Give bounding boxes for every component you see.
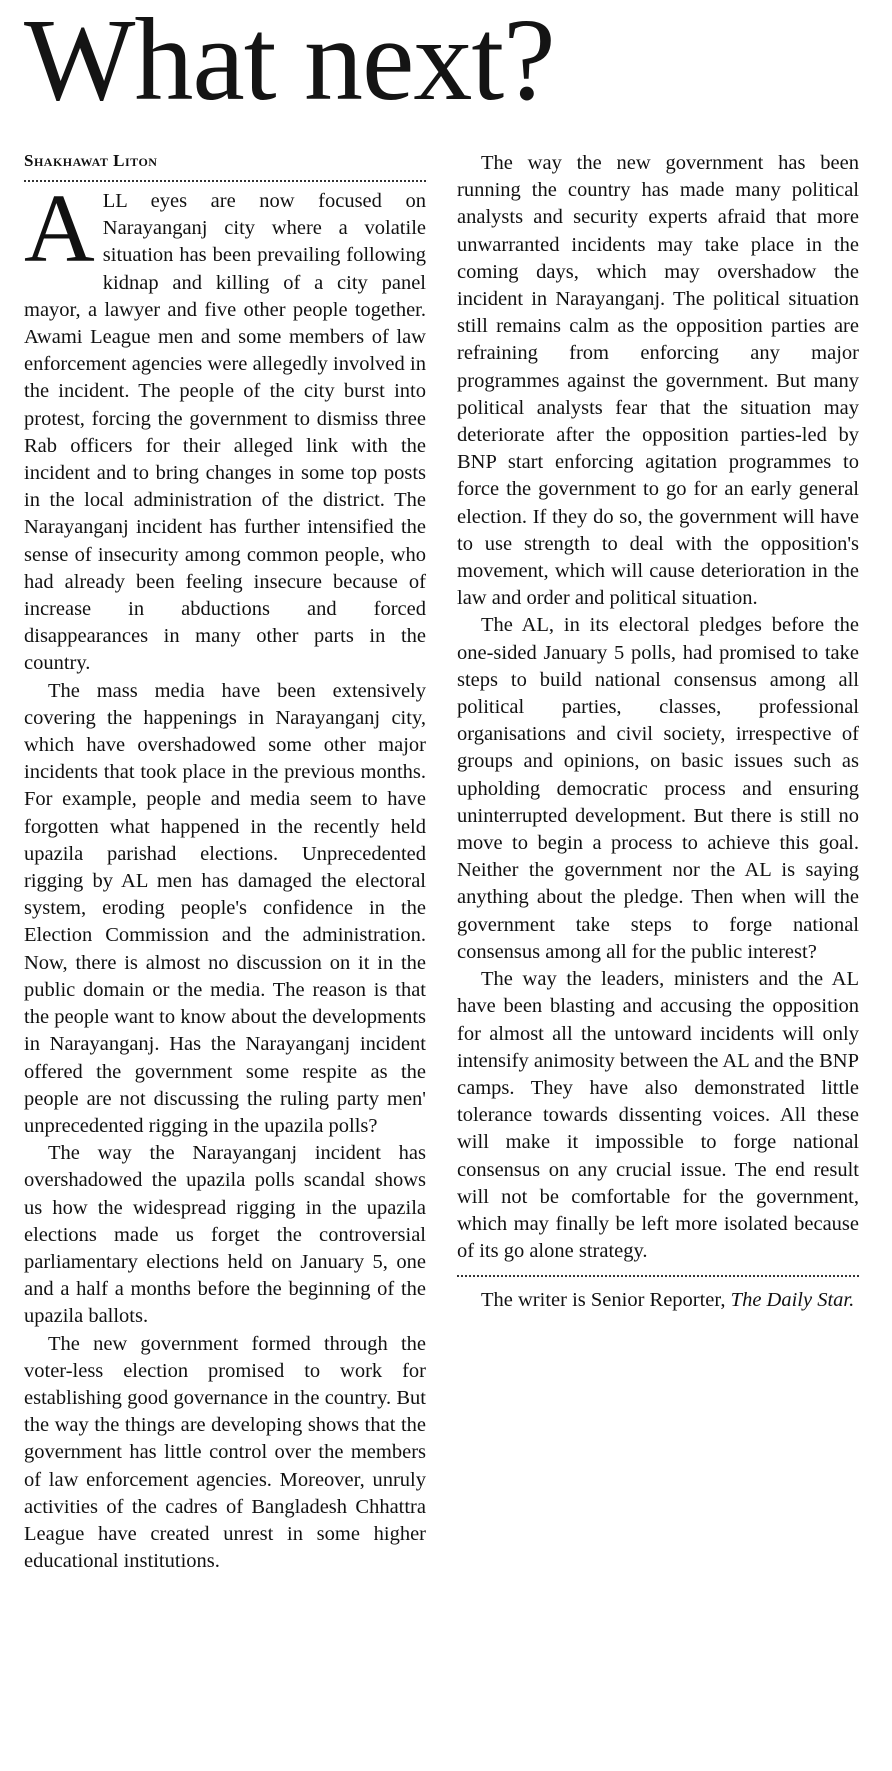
paragraph-3: The way the Narayanganj incident has overshadowed the upazila polls scandal shows us how the widespread rigging in the upazila elections made us forget the controversial parliamentary elections held on January 5, one and a half a months before the beginning of the upazila ballots.: [24, 1142, 426, 1328]
column-right: [457, 150, 859, 1315]
paragraph-6: The AL, in its electoral pledges before the one-sided January 5 polls, had promised to take steps to build national consensus among all political parties, classes, professional organisations and civil society, irrespective of groups and opinions, on basic issues such as upholding democratic process and ensuring uninterrupted development. But there is still no move to begin a process to achieve this goal. Neither the government nor the AL is saying anything about the pledge. Then when will the government take steps to forge national consensus among all for the public interest?: [457, 614, 859, 963]
paragraph-7: The way the leaders, ministers and the AL have been blasting and accusing the opposition for almost all the untoward incidents will only intensify animosity between the AL and the BNP camps. They have also demonstrated little tolerance towards dissenting voices. All these will make it impossible to forge national consensus on any crucial issue. The end result will not be comfortable for the government, which may finally be left more isolated because of its go alone strategy.: [457, 968, 859, 1263]
footer: [457, 1275, 859, 1314]
paragraph-1: ALL eyes are now focused on Narayanganj city where a volatile situation has been prevailing following kidnap and killing of a city panel mayor, a lawyer and five other people together. Awami League men and some members of law enforcement agencies were allegedly involved in the incident. The people of the city burst into protest, forcing the government to dismiss three Rab officers for their alleged link with the incident and to bring changes in some top posts in the local administration of the district. The Narayanganj incident has further intensified the sense of insecurity among common people, who had already been feeling insecure because of increase in abductions and forced disappearances in many other parts in the country.: [24, 175, 426, 675]
publication-name: The Daily Star.: [730, 1289, 855, 1312]
footer-divider: [457, 1275, 859, 1277]
headline: What next?: [24, 0, 555, 125]
paragraph-2: The mass media have been extensively covering the happenings in Narayanganj city, which have overshadowed some other major incidents that took place in the previous months. For example, people and media seem to have forgotten what happened in the recently held upazila parishad elections. Unprecedented rigging by AL men has damaged the electoral system, eroding people's confidence in the Election Commission and the administration. Now, there is almost no discussion on it in the public domain or the media. The reason is that the people want to know about the developments in Narayanganj. Has the Narayanganj incident offered the government some respite as the people are not discussing the ruling party men' unprecedented rigging in the upazila polls?: [24, 679, 426, 1137]
paragraph-4-part-1: The new government formed through the voter-less election promised to work for establishing good governance in the country. But the way the things are developing shows that the government has little control over the members of law enforcement agencies. Moreover, unruly activities of the cadres of Bangladesh Chhattra League have created unrest in some higher educational institutions.: [24, 1332, 426, 1573]
drop-cap: A: [24, 175, 95, 283]
column-left: [24, 150, 426, 1575]
paragraph-5: The way the new government has been running the country has made many political analysts and security experts afraid that more unwarranted incidents may take place in the coming days, which may overshadow the incident in Narayanganj. The political situation still remains calm as the opposition parties are refraining from enforcing any major programmes against the government. But many political analysts fear that the situation may deteriorate after the opposition parties-led by BNP start enforcing agitation programmes to force the government to go for an early general election. If they do so, the government will have to use strength to deal with the opposition's movement, which will cause deterioration in the law and order and political situation.: [457, 152, 859, 610]
byline: Shakhawat Liton: [24, 151, 158, 170]
writer-note: The writer is Senior Reporter, The Daily Star.: [481, 1289, 855, 1312]
